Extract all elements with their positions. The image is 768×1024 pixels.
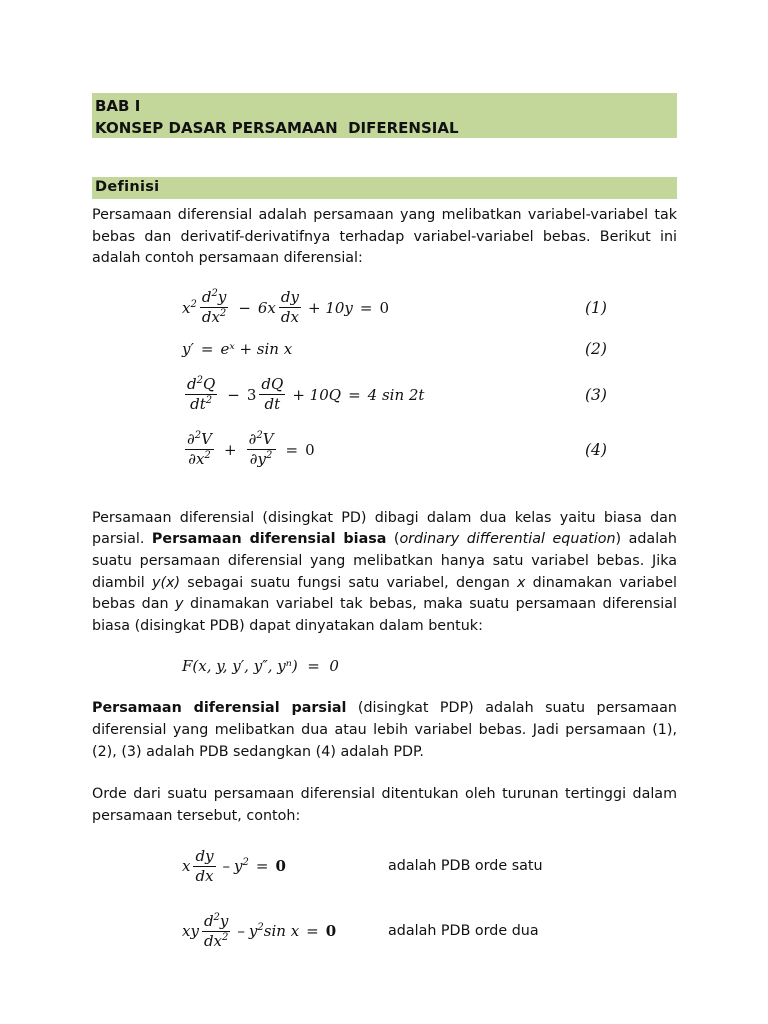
equation-4: $\frac{\partial^2V}{\partial x^2}$ + $\frac{\partial^2V}{\partial y^2}$ = 0 (4) <box>187 430 607 469</box>
section-heading: Definisi <box>92 177 677 199</box>
chapter-title: KONSEP DASAR PERSAMAAN DIFERENSIAL <box>95 119 459 137</box>
pdp-paragraph: Persamaan diferensial parsial (disingkat PDP) adalah suatu persamaan diferensial yang melibatkan dua atau lebih variabel bebas. Jadi persamaan (1), (2), (3) adalah PDB sedangkan (4) adalah PDP. <box>92 700 677 760</box>
pd-classification-paragraph: Persamaan diferensial (disingkat PD) dibagi dalam dua kelas yaitu biasa dan parsial. Persamaan diferensial biasa (ordinary differential equation) adalah suatu persamaan diferensial yang melibatkan hanya satu variabel bebas. Jika diambil y(x) sebagai suatu fungsi satu variabel, dengan x dinamakan variabel bebas dan y dinamakan variabel tak bebas, maka suatu persamaan diferensial biasa (disingkat PDB) dapat dinyatakan dalam bentuk: <box>92 509 677 634</box>
example-1: x $\frac{dy}{dx}$ – $y^2$ = 0 adalah PDB orde satu <box>182 846 543 885</box>
equation-number: (3) <box>585 385 607 404</box>
chapter-heading <box>92 93 677 138</box>
document-page <box>92 93 677 956</box>
equation-number: (2) <box>585 339 607 358</box>
equation-2: y′ = eˣ + sin x (2) <box>182 339 607 358</box>
chapter-number: BAB I <box>95 97 141 115</box>
example-description: adalah PDB orde satu <box>388 858 543 875</box>
equation-3: $\frac{d^2Q}{dt^2}$ − 3 $\frac{dQ}{dt}$ + 10Q = 4 sin 2t (3) <box>187 375 607 414</box>
order-paragraph: Orde dari suatu persamaan diferensial ditentukan oleh turunan tertinggi dalam persamaan tersebut, contoh: <box>92 786 677 824</box>
intro-paragraph: Persamaan diferensial adalah persamaan yang melibatkan variabel-variabel tak bebas dan derivatif-derivatifnya terhadap variabel-variabel bebas. Berikut ini adalah contoh persamaan diferensial: <box>92 207 677 267</box>
example-description: adalah PDB orde dua <box>388 923 539 940</box>
equation-1: $x^2$ $\frac{d^2y}{dx^2}$ − 6x $\frac{dy}{dx}$ + 10y = 0 (1) <box>182 288 607 327</box>
general-form-equation: F(x, y, y′, y″, yⁿ) = 0 <box>182 657 339 676</box>
equation-number: (4) <box>585 440 607 459</box>
example-2: xy $\frac{d^2y}{dx^2}$ – $y^2\sin$ x = 0 adalah PDB orde dua <box>182 911 539 950</box>
equation-number: (1) <box>585 298 607 317</box>
